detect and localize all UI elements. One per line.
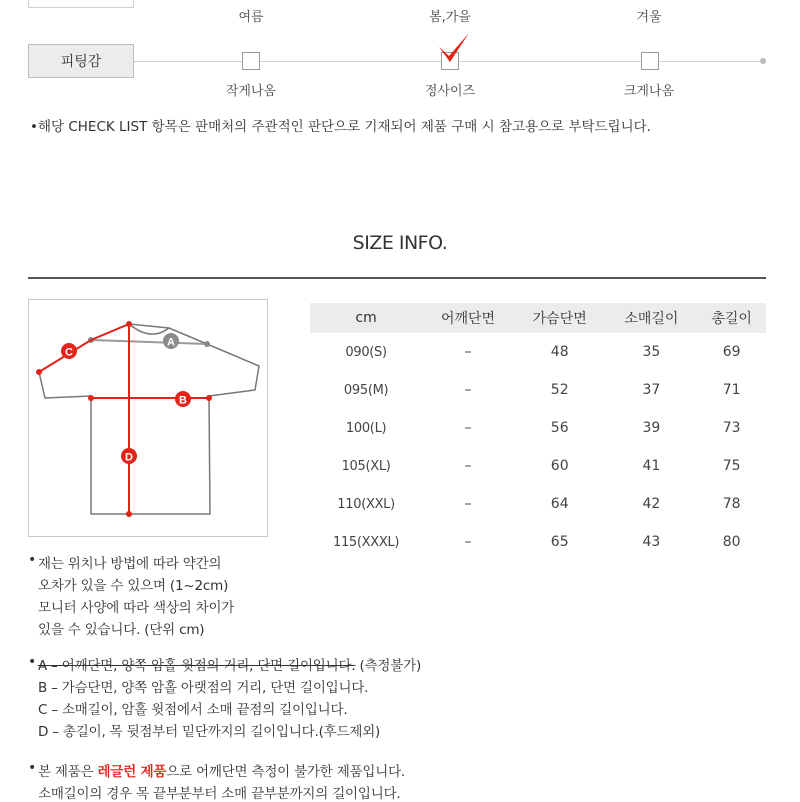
cell-shoulder: – [464,344,472,360]
size-info-title: SIZE INFO. [352,232,448,254]
fit-scale-end-dot [760,58,766,64]
definition-b: B – 가슴단면, 양쪽 암홀 아랫점의 거리, 단면 길이입니다. [38,680,369,696]
fit-option-large: 크게나옴 [623,84,675,99]
measure-note-line-3: 모니터 사양에 따라 색상의 차이가 [38,600,235,616]
svg-text:C: C [65,346,73,359]
marker-b [175,391,191,407]
cell-shoulder: – [464,382,472,398]
season-summer: 여름 [238,10,264,25]
cell-chest: 64 [550,496,569,512]
marker-a [163,333,179,349]
cell-size: 100(L) [345,420,387,436]
cell-sleeve: 37 [642,382,661,398]
tshirt-diagram-icon [29,300,267,536]
measurement-diagram [28,299,268,537]
cell-sleeve: 43 [642,534,661,550]
cell-chest: 48 [550,344,569,360]
cell-length: 71 [722,382,741,398]
cell-shoulder: – [464,496,472,512]
header-sleeve: 소매길이 [606,303,698,333]
fit-option-small: 작게나옴 [225,84,277,99]
cell-length: 80 [722,534,741,550]
table-row [310,333,766,371]
cell-shoulder: – [464,420,472,436]
size-title-divider [28,277,766,279]
svg-text:A: A [167,336,175,349]
size-table [310,303,766,561]
definition-bullet: • [28,654,37,670]
cell-chest: 60 [550,458,569,474]
header-length: 총길이 [697,303,766,333]
definition-a: A – 어깨단면, 양쪽 암홀 윗점의 거리, 단면 길이입니다. (측정불가) [38,658,422,674]
svg-text:B: B [179,394,187,407]
cell-shoulder: – [464,458,472,474]
cell-chest: 65 [550,534,569,550]
cell-chest: 56 [550,420,569,436]
measure-note-bullet: • [28,552,37,568]
cell-size: 090(S) [345,344,387,360]
fit-label: 피팅감 [28,44,134,78]
raglan-note-line-2: 소매길이의 경우 목 끝부분부터 소매 끝부분까지의 길이입니다. [38,786,401,802]
cell-sleeve: 35 [642,344,661,360]
cell-sleeve: 39 [642,420,661,436]
marker-d [121,448,137,464]
season-label-box [28,0,134,8]
table-row [310,523,766,561]
fit-checkbox-small[interactable] [242,52,260,70]
cell-sleeve: 42 [642,496,661,512]
cell-chest: 52 [550,382,569,398]
measure-note-line-1: 재는 위치나 방법에 따라 약간의 [38,556,222,572]
cell-shoulder: – [464,534,472,550]
size-table-header [310,303,766,333]
table-row [310,409,766,447]
table-row [310,485,766,523]
check-mark-icon [436,30,472,64]
header-chest: 가슴단면 [514,303,606,333]
cell-sleeve: 41 [642,458,661,474]
cell-size: 115(XXXL) [332,534,400,550]
fit-checkbox-large[interactable] [641,52,659,70]
cell-length: 75 [722,458,741,474]
table-row [310,447,766,485]
cell-length: 78 [722,496,741,512]
marker-c [61,343,77,359]
cell-size: 095(M) [343,382,389,398]
table-row [310,371,766,409]
cell-size: 110(XXL) [337,496,395,512]
cell-length: 69 [722,344,741,360]
cell-size: 105(XL) [341,458,391,474]
fit-option-true-size: 정사이즈 [424,84,476,99]
season-winter: 겨울 [636,10,662,25]
raglan-bullet: • [28,760,37,776]
checklist-notice: •해당 CHECK LIST 항목은 판매처의 주관적인 판단으로 기재되어 제품 구매 시 참고용으로 부탁드립니다. [30,119,651,135]
measure-note-line-4: 있을 수 있습니다. (단위 cm) [38,622,205,638]
season-spring-fall: 봄,가을 [429,10,471,25]
header-cm: cm [310,303,422,333]
definition-c: C – 소매길이, 암홀 윗점에서 소매 끝점의 길이입니다. [38,702,348,718]
cell-length: 73 [722,420,741,436]
raglan-note-line-1: 본 제품은 레글런 제품으로 어깨단면 측정이 불가한 제품입니다. [38,764,406,780]
header-shoulder: 어깨단면 [422,303,514,333]
measure-note-line-2: 오차가 있을 수 있으며 (1~2cm) [38,578,229,594]
definition-d: D – 총길이, 목 뒷점부터 밑단까지의 길이입니다.(후드제외) [38,724,381,740]
raglan-highlight: 레글런 제품 [97,764,167,780]
svg-text:D: D [125,451,133,464]
